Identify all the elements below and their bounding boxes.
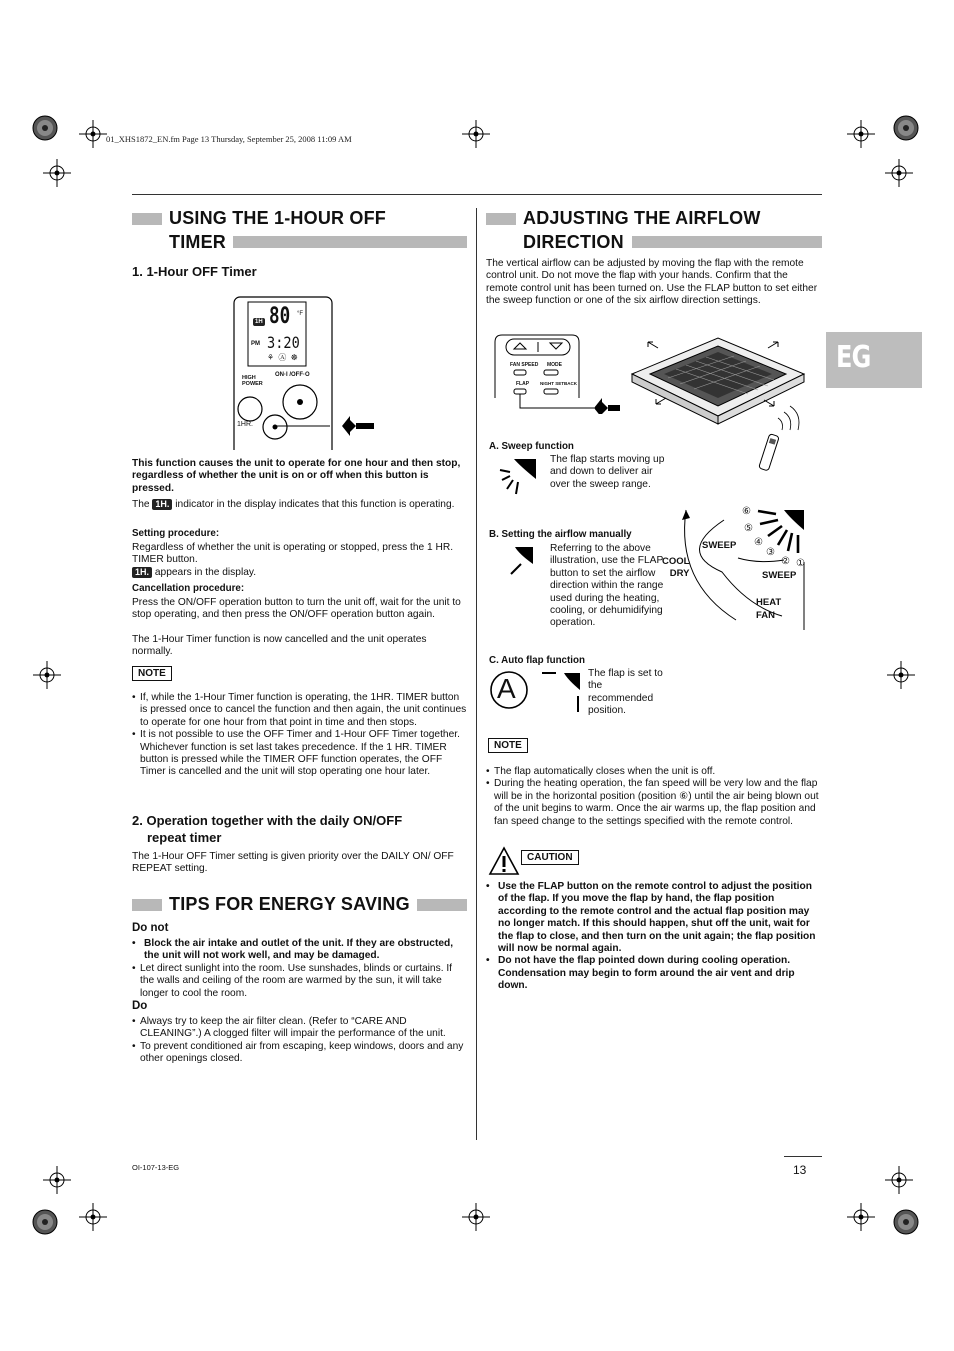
high-power-label: HIGH POWER (242, 375, 263, 387)
position-2: ② (781, 556, 790, 567)
manual-flap-icon (505, 544, 535, 578)
column-divider (476, 208, 477, 1140)
title-bar-right (233, 236, 467, 248)
cancellation-heading: Cancellation procedure: (132, 583, 245, 594)
section-title-airflow-line1: ADJUSTING THE AIRFLOW (523, 208, 761, 228)
sweep-label-top: SWEEP (702, 540, 737, 551)
display-mode-icons: ⚘ Ⓐ ☸ (267, 353, 299, 362)
list-item: • Do not have the flap pointed down during cooling operation. Condensation may begin to form around the air vent and drip down. (486, 955, 822, 992)
display-temperature: 80 (269, 304, 291, 329)
tips-bar-right (417, 899, 467, 911)
pointer-arrow-icon (270, 414, 376, 438)
manual-airflow-text: Referring to the above illustration, use the FLAP button to set the airflow direction within the range used during the heating, cooling, or dehumidifying operation. (550, 543, 664, 629)
do-list (132, 1016, 467, 1066)
file-header: 01_XHS1872_EN.fm Page 13 Thursday, September 25, 2008 11:09 AM (106, 134, 352, 144)
page-number: 13 (793, 1163, 807, 1177)
subheading-1hour-off-timer: 1. 1-Hour OFF Timer (132, 264, 257, 279)
flap-remote-illustration (494, 334, 580, 398)
manual-airflow-heading: B. Setting the airflow manually (489, 529, 632, 540)
list-item: • The flap automatically closes when the unit is off. (486, 766, 822, 778)
sweep-function-text: The flap starts moving up and down to deliver air over the sweep range. (550, 454, 665, 490)
position-5: ⑤ (744, 523, 753, 534)
sweep-label-bottom: SWEEP (762, 570, 797, 581)
position-4: ④ (754, 537, 763, 548)
title-bar-left (132, 213, 162, 225)
flap-pointer-arrow-icon (512, 394, 622, 414)
cancellation-text: Press the ON/OFF operation button to turn the unit off, wait for the unit to stop operating, and then press the ON/OFF operation button again. (132, 597, 461, 621)
section-title-timer-line2: TIMER (169, 232, 226, 252)
list-item: • Block the air intake and outlet of the unit. If they are obstructed, the unit will not work well, and may be damaged. (132, 938, 467, 963)
top-rule (132, 194, 822, 195)
heat-fan-label: HEAT FAN (756, 597, 782, 621)
list-item: • To prevent conditioned air from escaping, keep windows, doors and any other openings closed. (132, 1041, 467, 1066)
appears-text: 1H. appears in the display. (132, 567, 467, 579)
indoor-unit-illustration (628, 334, 808, 474)
do-not-list (132, 938, 467, 1000)
1h-indicator-icon: 1H. (152, 499, 172, 510)
auto-flap-heading: C. Auto flap function (489, 655, 585, 666)
tips-bar-left (132, 899, 162, 911)
list-item: • Use the FLAP button on the remote control to adjust the position of the flap. If you move the flap by hand, the flap position according to the remote control and the actual flap position may no longer match. If this should happen, shut off the unit, wait for the flap to close, and then turn on the unit again; the flap position will now be normal again. (486, 881, 822, 955)
auto-symbol: A (497, 673, 516, 704)
language-tab: EG (826, 332, 922, 388)
setting-procedure-heading: Setting procedure: (132, 528, 220, 539)
subheading-daily-timer-line1: 2. Operation together with the daily ON/OFF (132, 813, 403, 828)
daily-timer-text: The 1-Hour OFF Timer setting is given priority over the DAILY ON/ OFF REPEAT setting. (132, 851, 454, 875)
position-1: ① (796, 558, 805, 569)
section-title-airflow-line2: DIRECTION (523, 232, 624, 252)
display-temp-unit: °F (297, 311, 304, 317)
sweep-flap-icon (498, 456, 540, 496)
night-setback-label: NIGHT SETBACK (540, 381, 577, 386)
do-not-heading: Do not (132, 922, 169, 934)
notes-list-right (486, 766, 822, 828)
list-item: • If, while the 1-Hour Timer function is operating, the 1HR. TIMER button is pressed once to cancel the function and then again, the unit continues to operate for one hour from that point in time and then stops. (132, 692, 467, 729)
display-pm: PM (251, 341, 260, 347)
title-bar-right-right-col (632, 236, 822, 248)
position-6: ⑥ (742, 506, 751, 517)
caution-list (486, 881, 822, 993)
indicator-text: The 1H. indicator in the display indicates that this function is operating. (132, 499, 455, 510)
list-item: • It is not possible to use the OFF Timer and 1-Hour OFF Timer together. Whichever function is set last takes precedence. If the 1 HR. TIMER button is pressed while the TIMER OFF function operates, the OFF Timer is cancelled and the unit will stop operating one hour later. (132, 729, 467, 779)
section-title-timer-line1: USING THE 1-HOUR OFF (169, 208, 387, 228)
section-title-tips: TIPS FOR ENERGY SAVING (169, 894, 410, 914)
timer-intro: This function causes the unit to operate for one hour and then stop, regardless of whether the unit is on or off when this button is pressed. (132, 458, 461, 494)
list-item: • Let direct sunlight into the room. Use sunshades, blinds or curtains. If the walls and ceiling of the room are warmed by the sun, it will take longer to cool the room. (132, 963, 467, 1000)
cancellation-text-2: The 1-Hour Timer function is now cancelled and the unit operates normally. (132, 634, 427, 658)
1h-indicator-icon: 1H. (132, 567, 152, 578)
auto-flap-position-icon (540, 670, 584, 716)
display-1h-badge: 1H (255, 319, 263, 325)
1hr-label: 1HR. (237, 421, 253, 428)
on-off-label: ON·I /OFF·O (275, 372, 310, 378)
note-label-left: NOTE (132, 666, 172, 681)
caution-warning-icon (488, 846, 520, 876)
note-label-right: NOTE (488, 738, 528, 753)
auto-flap-text: The flap is set to the recommended position. (588, 668, 663, 717)
subheading-daily-timer-line2: repeat timer (147, 830, 222, 845)
setting-procedure-text: Regardless of whether the unit is operating or stopped, press the 1 HR. TIMER button. (132, 542, 454, 566)
cool-dry-label: COOL DRY (662, 556, 690, 579)
title-bar-left-right-col (486, 213, 516, 225)
caution-label: CAUTION (521, 850, 579, 865)
position-3: ③ (766, 547, 775, 558)
footer-code: OI-107-13-EG (132, 1163, 180, 1172)
page-number-rule (784, 1156, 822, 1157)
notes-list-left (132, 692, 467, 779)
airflow-intro: The vertical airflow can be adjusted by moving the flap with the remote control unit. Do not move the flap with your hands. Confirm that the remote control unit has been turned on. Use the FLAP button to set either the sweep function or one of the six airflow direction settings. (486, 258, 818, 307)
fan-speed-label: FAN SPEED (510, 362, 539, 368)
list-item: • Always try to keep the air filter clean. (Refer to “CARE AND CLEANING”.) A clogged filter will impair the performance of the unit. (132, 1016, 467, 1041)
flap-label: FLAP (516, 381, 530, 387)
high-power-button[interactable] (238, 400, 262, 424)
list-item: • During the heating operation, the fan speed will be very low and the flap will be in the horizontal position (position ⑥) until the air being blown out of the unit begins to warm. Once the air warms up, the flap position and fan speed change to the settings specified with the remote control. (486, 778, 822, 828)
display-time: 3:20 (267, 333, 300, 352)
mode-label: MODE (547, 362, 562, 368)
do-heading: Do (132, 1000, 148, 1012)
sweep-function-heading: A. Sweep function (489, 441, 574, 452)
